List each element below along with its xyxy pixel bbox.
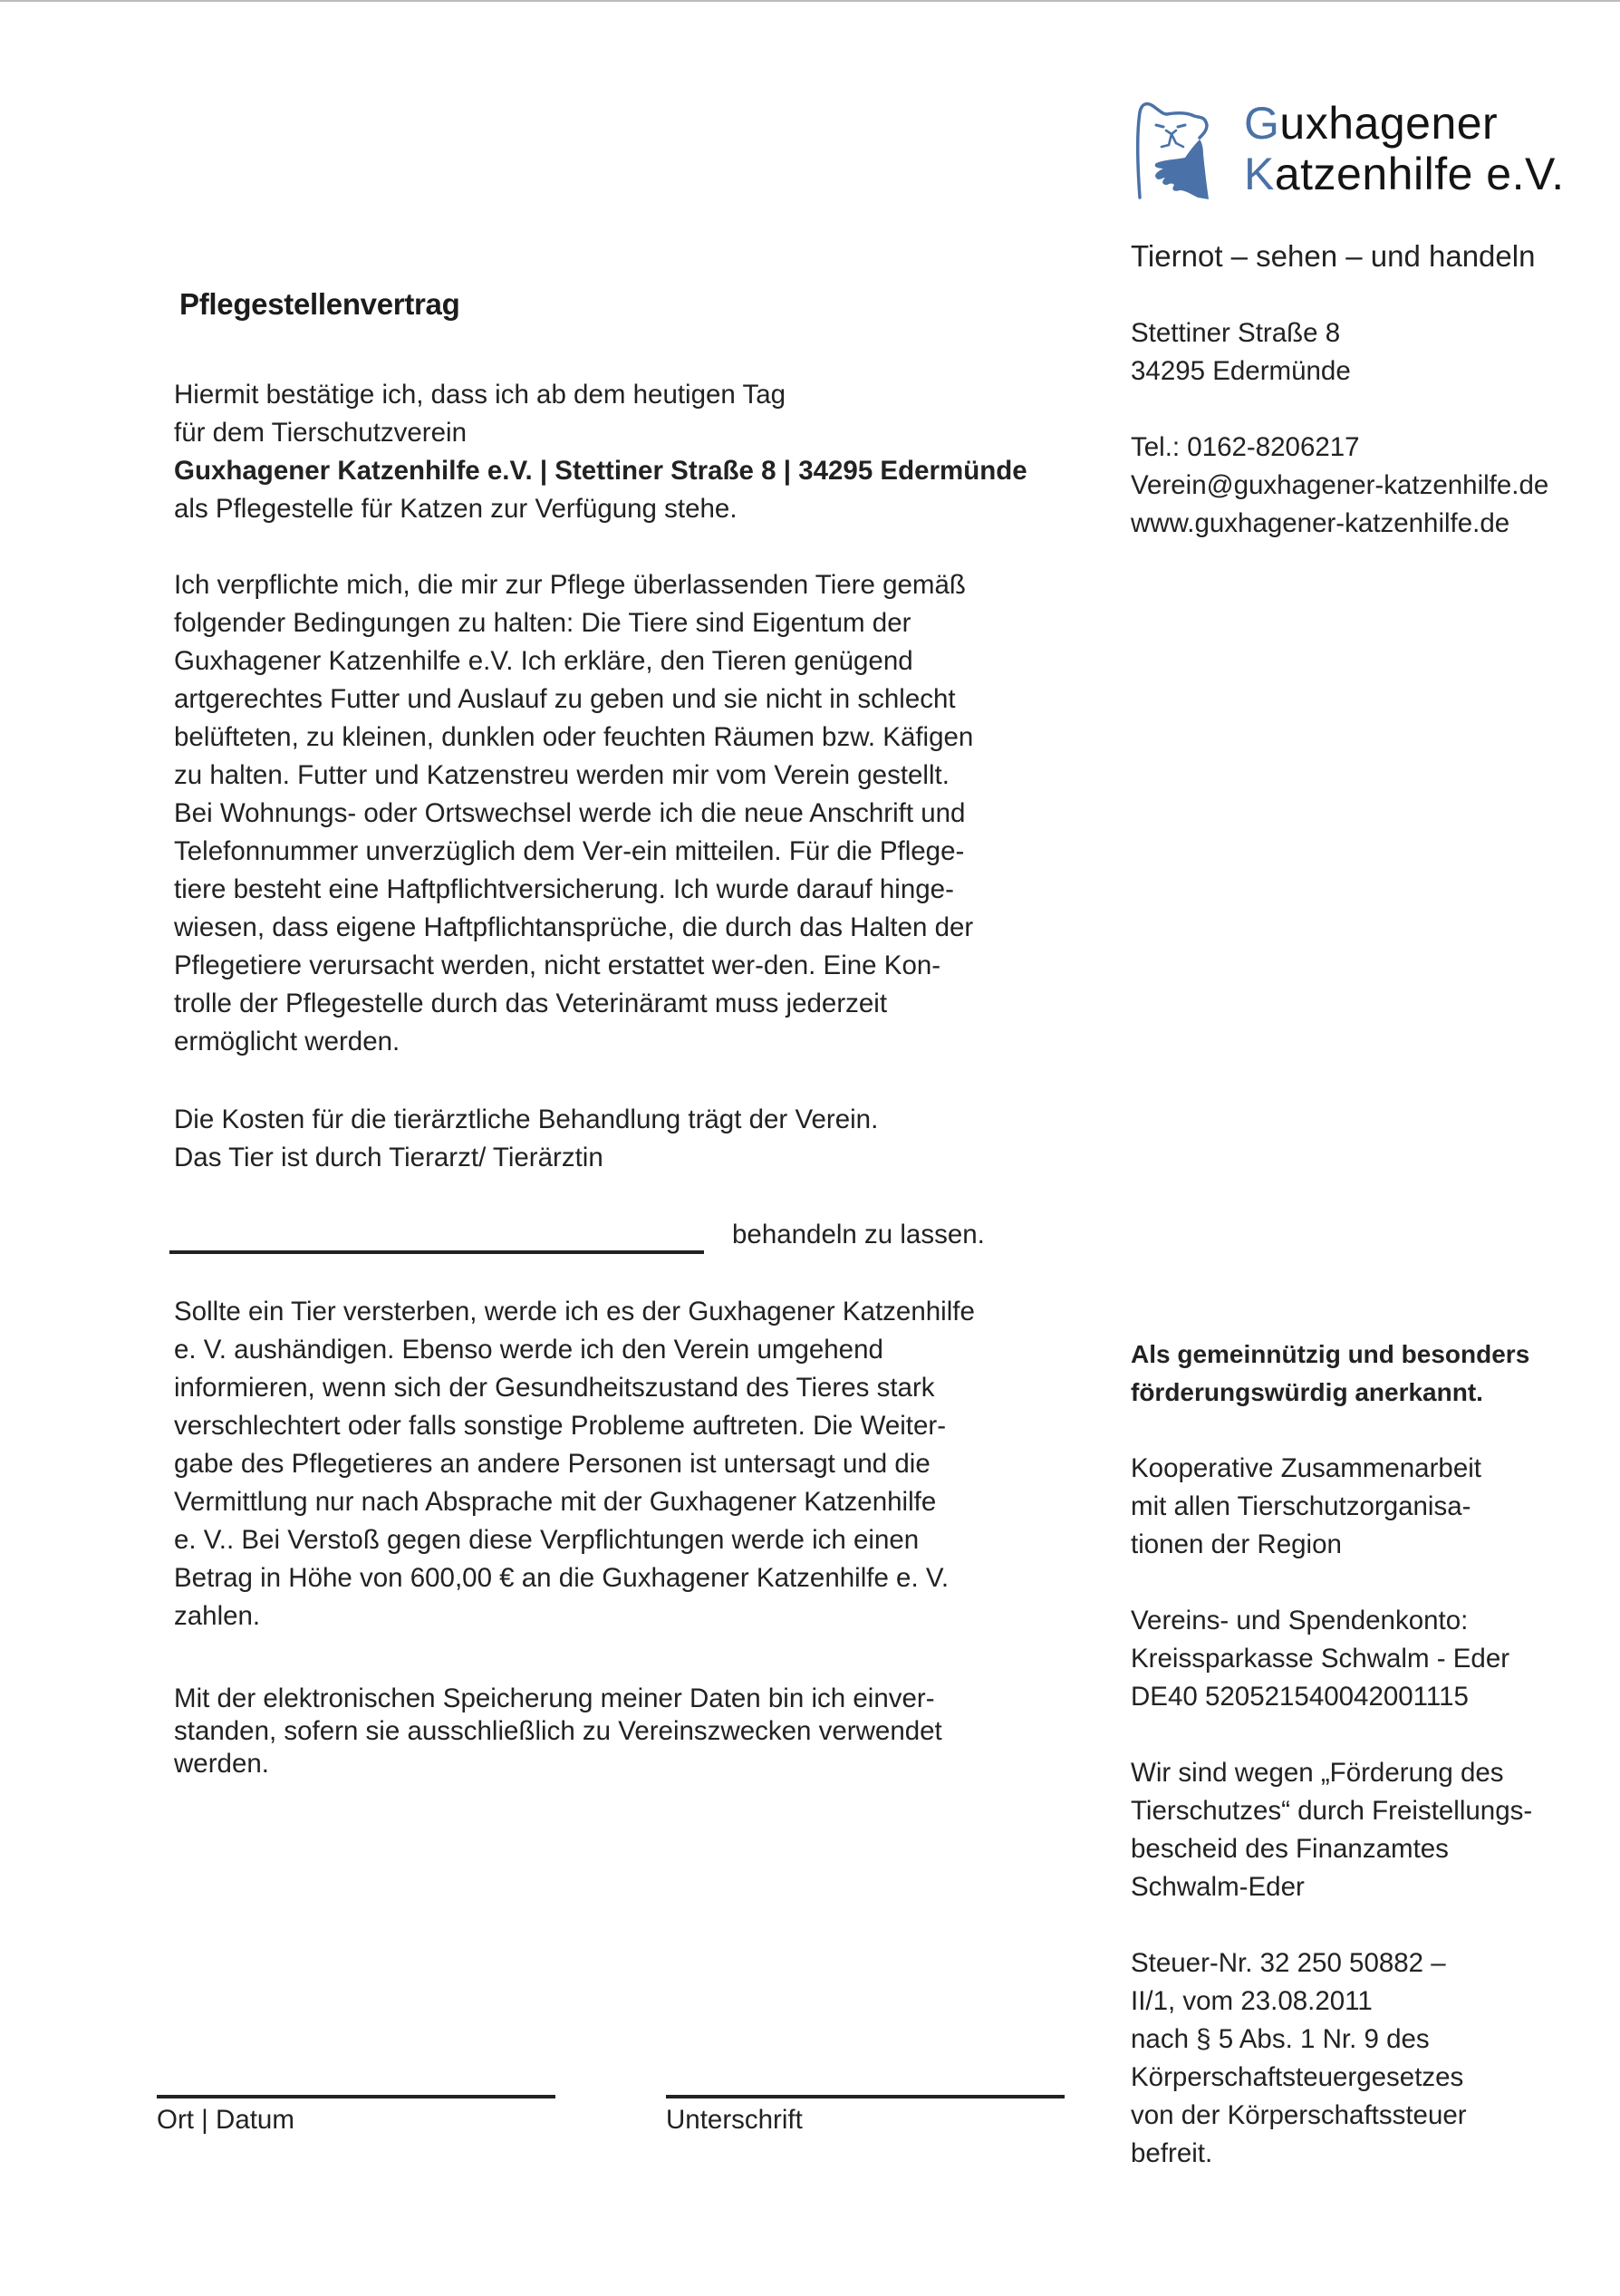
contact-phone: Tel.: 0162-8206217 — [1131, 432, 1360, 462]
death-clause-line: gabe des Pflegetieres an andere Personen ist untersagt und die — [174, 1449, 931, 1479]
place-date-field[interactable] — [157, 2066, 555, 2098]
tagline: Tiernot – sehen – und handeln — [1131, 239, 1536, 273]
obligations-paragraph — [174, 566, 1080, 1061]
obligations-line: zu halten. Futter und Katzenstreu werden mir vom Verein gestellt. — [174, 760, 950, 790]
obligations-line: trolle der Pflegestelle durch das Veterinäramt muss jederzeit — [174, 989, 888, 1018]
cooperation-line: mit allen Tierschutzorganisa- — [1131, 1491, 1471, 1521]
intro-organization-line: Guxhagener Katzenhilfe e.V. | Stettiner Straße 8 | 34295 Edermünde — [174, 456, 1027, 486]
logo-line-2 — [1244, 149, 1565, 199]
logo-line-1 — [1244, 98, 1565, 149]
top-border — [0, 0, 1620, 2]
obligations-line: Telefonnummer unverzüglich dem Ver-ein mitteilen. Für die Pflege- — [174, 836, 965, 866]
document-title: Pflegestellenvertrag — [179, 287, 460, 321]
tax-line: von der Körperschaftssteuer — [1131, 2100, 1467, 2130]
contact-email[interactable]: Verein@guxhagener-katzenhilfe.de — [1131, 470, 1549, 500]
obligations-line: belüfteten, zu kleinen, dunklen oder feuchten Räumen bzw. Käfigen — [174, 722, 974, 752]
tax-line: II/1, vom 23.08.2011 — [1131, 1986, 1373, 2016]
costs-paragraph — [174, 1101, 1080, 1177]
signature-field[interactable] — [666, 2066, 1065, 2098]
obligations-line: Bei Wohnungs- oder Ortswechsel werde ich die neue Anschrift und — [174, 798, 966, 828]
obligations-line: artgerechtes Futter und Auslauf zu geben und sie nicht in schlecht — [174, 684, 956, 714]
death-clause-line: e. V.. Bei Verstoß gegen diese Verpflichtungen werde ich einen — [174, 1525, 920, 1555]
cat-icon — [1134, 100, 1209, 201]
death-clause-line: zahlen. — [174, 1601, 261, 1631]
data-consent-line: werden. — [174, 1749, 269, 1779]
death-clause-line: Vermittlung nur nach Absprache mit der Guxhagener Katzenhilfe — [174, 1487, 937, 1517]
exemption-line: bescheid des Finanzamtes — [1131, 1834, 1449, 1864]
exemption-line: Wir sind wegen „Förderung des — [1131, 1758, 1504, 1788]
data-consent-line: standen, sofern sie ausschließlich zu Vereinszwecken verwendet — [174, 1716, 942, 1746]
death-clause-line: Sollte ein Tier versterben, werde ich es der Guxhagener Katzenhilfe — [174, 1297, 975, 1326]
tax-line: nach § 5 Abs. 1 Nr. 9 des — [1131, 2024, 1430, 2054]
exemption-line: Tierschutzes“ durch Freistellungs- — [1131, 1796, 1533, 1826]
obligations-line: folgender Bedingungen zu halten: Die Tiere sind Eigentum der — [174, 608, 911, 638]
exemption-line: Schwalm-Eder — [1131, 1872, 1305, 1902]
obligations-line: Guxhagener Katzenhilfe e.V. Ich erkläre, den Tieren genügend — [174, 646, 913, 676]
bank-line: Kreissparkasse Schwalm - Eder — [1131, 1644, 1510, 1674]
intro-line: für dem Tierschutzverein — [174, 418, 467, 448]
death-clause-paragraph — [174, 1293, 1080, 1635]
logo-line-2-rest: atzenhilfe e.V. — [1274, 149, 1565, 199]
treatment-text: behandeln zu lassen. — [732, 1220, 985, 1249]
data-consent-paragraph — [174, 1683, 1080, 1780]
obligations-line: Pflegetiere verursacht werden, nicht erstattet wer-den. Eine Kon- — [174, 950, 941, 980]
bank-line: Vereins- und Spendenkonto: — [1131, 1606, 1469, 1635]
place-date-label: Ort | Datum — [157, 2105, 294, 2135]
death-clause-line: e. V. aushändigen. Ebenso werde ich den Verein umgehend — [174, 1335, 883, 1365]
death-clause-line: informieren, wenn sich der Gesundheitszustand des Tieres stark — [174, 1373, 935, 1403]
intro-line: als Pflegestelle für Katzen zur Verfügung stehe. — [174, 494, 738, 524]
death-clause-line: verschlechtert oder falls sonstige Probleme auftreten. Die Weiter- — [174, 1411, 947, 1441]
contact-block — [1131, 314, 1602, 543]
contact-city: 34295 Edermünde — [1131, 356, 1351, 386]
obligations-line: Ich verpflichte mich, die mir zur Pflege überlassenden Tiere gemäß — [174, 570, 966, 600]
death-clause-line: Betrag in Höhe von 600,00 € an die Guxhagener Katzenhilfe e. V. — [174, 1563, 950, 1593]
logo-line-1-rest: uxhagener — [1279, 98, 1499, 149]
intro-paragraph — [174, 376, 1080, 528]
contact-website[interactable]: www.guxhagener-katzenhilfe.de — [1131, 508, 1510, 538]
logo-wordmark — [1244, 98, 1565, 199]
contact-street: Stettiner Straße 8 — [1131, 318, 1341, 348]
costs-line: Das Tier ist durch Tierarzt/ Tierärztin — [174, 1143, 603, 1172]
sidebar-info — [1131, 1336, 1602, 2173]
logo-initial-g: G — [1244, 98, 1280, 149]
cooperation-line: tionen der Region — [1131, 1529, 1342, 1559]
recognition-line: Als gemeinnützig und besonders — [1131, 1340, 1530, 1368]
obligations-line: wiesen, dass eigene Haftpflichtansprüche, die durch das Halten der — [174, 912, 974, 942]
signature-label: Unterschrift — [666, 2105, 803, 2135]
bank-iban: DE40 520521540042001115 — [1131, 1682, 1469, 1712]
data-consent-line: Mit der elektronischen Speicherung meiner Daten bin ich einver- — [174, 1683, 935, 1713]
tax-line: Steuer-Nr. 32 250 50882 – — [1131, 1948, 1446, 1978]
obligations-line: ermöglicht werden. — [174, 1027, 400, 1056]
cooperation-line: Kooperative Zusammenarbeit — [1131, 1453, 1481, 1483]
obligations-line: tiere besteht eine Haftpflichtversicherung. Ich wurde darauf hinge- — [174, 874, 954, 904]
intro-line: Hiermit bestätige ich, dass ich ab dem heutigen Tag — [174, 380, 786, 410]
tax-line: Körperschaftsteuergesetzes — [1131, 2062, 1464, 2092]
recognition-line: förderungswürdig anerkannt. — [1131, 1378, 1483, 1406]
tax-line: befreit. — [1131, 2138, 1213, 2168]
veterinarian-field[interactable] — [169, 1225, 704, 1254]
costs-line: Die Kosten für die tierärztliche Behandlung trägt der Verein. — [174, 1105, 879, 1134]
logo-initial-k: K — [1244, 149, 1275, 199]
